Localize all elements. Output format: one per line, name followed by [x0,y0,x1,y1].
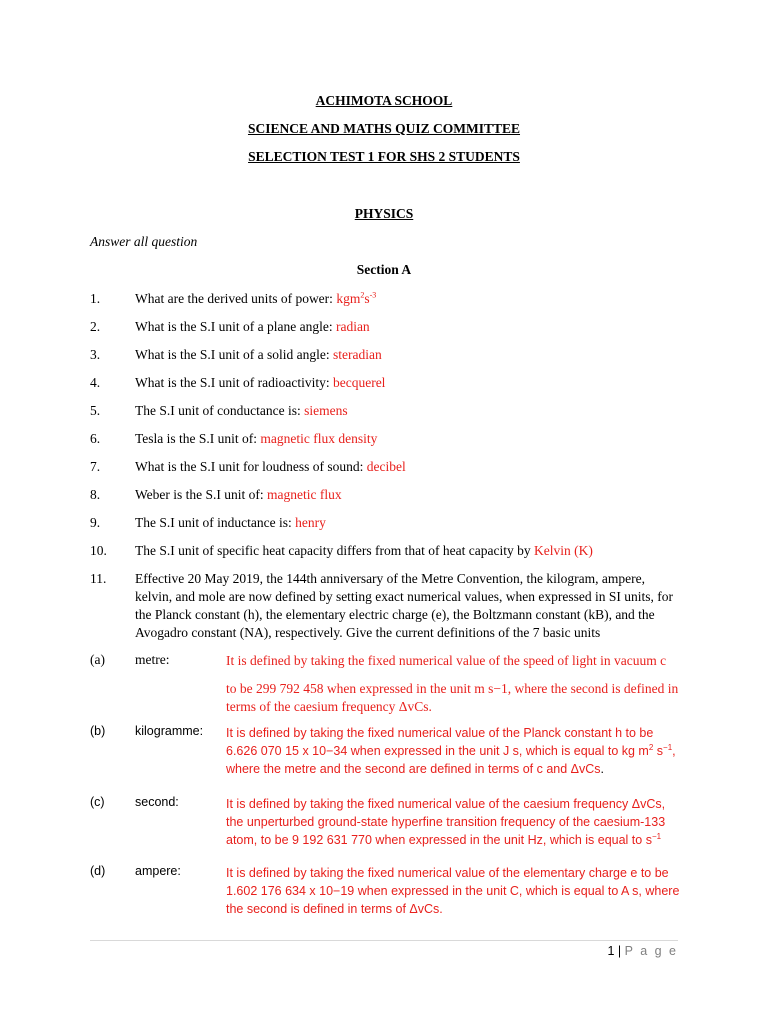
definition-text: It is defined by taking the fixed numerical value of the elementary charge e to be 1.602 176 634 x 10−19 when expressed in the unit C, which is equal to A s, where the second is defined in terms of ΔvCs. [226,866,680,916]
question-text: Weber is the S.I unit of: [135,487,268,502]
page-footer [607,944,678,958]
definition-label: (a) [90,652,105,667]
question-number: 2. [90,319,101,334]
question-number: 3. [90,347,101,362]
page-number: 1 [607,944,615,958]
definition-label: (c) [90,795,105,809]
subject-title: PHYSICS [354,206,414,221]
question-number: 6. [90,431,101,446]
answer: becquerel [332,375,386,390]
answer: Kelvin (K) [533,543,593,558]
answer: henry [295,515,326,530]
question-number: 10. [90,543,107,558]
definition-label: (b) [90,724,106,738]
definition-kilogramme [90,724,690,784]
question-number: 4. [90,375,101,390]
definition-metre [90,652,690,712]
question-text: The S.I unit of inductance is: [135,515,296,530]
question-text: The S.I unit of specific heat capacity differs from that of heat capacity by [135,543,534,558]
question-text: What are the derived units of power: [135,291,337,306]
definition-text: It is defined by taking the fixed numerical value of the caesium frequency ΔvCs, the unperturbed ground-state hyperfine transition frequency of the caesium-133 atom, to be 9 192 631 770 when expressed in the unit Hz, which is equal to $s^{-1}$ [226,797,666,847]
committee-title: SCIENCE AND MATHS QUIZ COMMITTEE [247,121,521,136]
answer: radian [335,319,370,334]
answer: siemens [304,403,348,418]
question-number: 5. [90,403,101,418]
school-title: ACHIMOTA SCHOOL [315,93,453,108]
definition-ampere [90,864,690,920]
answer: steradian [332,347,382,362]
footer-divider [90,940,678,941]
question-number: 9. [90,515,101,530]
definition-text: It is defined by taking the fixed numerical value of the Planck constant h to be 6.626 070 15 x 10−34 when expressed in the unit J s, which is equal to kg $m^2$ $s^{-1}$, where the metre and the second are defined in terms of c and ΔvCs. [226,726,676,776]
question-text: What is the S.I unit of a solid angle: [135,347,333,362]
answer: magnetic flux [267,487,342,502]
question-text: What is the S.I unit of a plane angle: [135,319,336,334]
question-number: 7. [90,459,101,474]
definition-text: It is defined by taking the fixed numerical value of the speed of light in vacuum c to be 299 792 458 when expressed in the unit m s−1, where the second is defined in terms of the caesium frequency ΔvCs. [226,653,679,714]
answer: $kgm^2s^{-3}$ [336,290,377,306]
question-text: The S.I unit of conductance is: [135,403,305,418]
question-number: 8. [90,487,101,502]
footer-separator: | [617,944,622,958]
test-title: SELECTION TEST 1 FOR SHS 2 STUDENTS [248,149,520,164]
question-text: What is the S.I unit for loudness of sound: [135,459,367,474]
question-text: Tesla is the S.I unit of: [135,431,261,446]
section-heading: Section A [356,262,412,277]
question-text: Effective 20 May 2019, the 144th anniversary of the Metre Convention, the kilogram, ampere, kelvin, and mole are now defined by setting exact numerical values, when expressed in SI units, for the Planck constant (h), the elementary electric charge (e), the Boltzmann constant (kB), and the Avogadro constant (NA), respectively. Give the current definitions of the 7 basic units [135,571,673,640]
definition-second [90,795,690,861]
answer: magnetic flux density [260,431,378,446]
page-label: P a g e [624,944,678,958]
definition-term: ampere: [135,864,181,878]
definition-term: kilogramme: [135,724,204,738]
question-number: 11. [90,571,107,586]
question-number: 1. [90,291,101,306]
answer: decibel [366,459,406,474]
definition-term: second: [135,795,179,809]
question-text: What is the S.I unit of radioactivity: [135,375,333,390]
definition-label: (d) [90,864,106,878]
definition-term: metre: [135,652,170,667]
question-11 [90,570,680,642]
instruction: Answer all question [90,234,198,249]
